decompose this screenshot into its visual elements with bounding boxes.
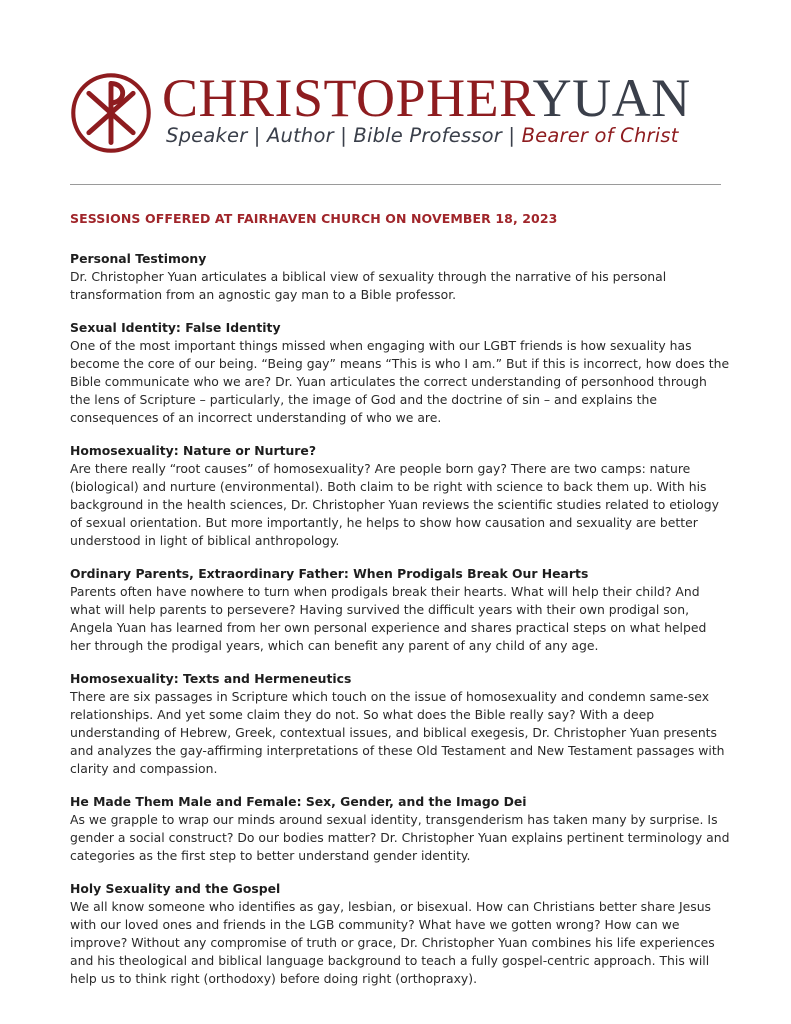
session-item — [70, 793, 730, 865]
session-description: Are there really “root causes” of homosexuality? Are people born gay? There are two camps: nature (biological) and nurture (environmental). Both claim to be right with science to back them up. With his background in the health sciences, Dr. Christopher Yuan reviews the scientific studies related to etiology of sexual orientation. But more importantly, he helps to show how causation and sexuality are better understood in light of biblical anthropology. — [70, 461, 719, 548]
chi-rho-icon — [70, 72, 152, 154]
session-title: Holy Sexuality and the Gospel — [70, 881, 281, 896]
tagline-roles: Speaker | Author | Bible Professor | — [166, 124, 522, 147]
page-heading: SESSIONS OFFERED AT FAIRHAVEN CHURCH ON NOVEMBER 18, 2023 — [70, 211, 558, 226]
session-item — [70, 250, 730, 304]
session-item — [70, 670, 730, 778]
session-description: There are six passages in Scripture which touch on the issue of homosexuality and condemn same-sex relationships. And yet some claim they do not. So what does the Bible really say? With a deep understanding of Hebrew, Greek, contextual issues, and biblical exegesis, Dr. Christopher Yuan presents and analyzes the gay-affirming interpretations of these Old Testament and New Testament passages with clarity and compassion. — [70, 689, 725, 776]
brand-last-name: YUAN — [532, 68, 691, 128]
tagline — [166, 124, 679, 147]
session-description: Dr. Christopher Yuan articulates a biblical view of sexuality through the narrative of his personal transformation from an agnostic gay man to a Bible professor. — [70, 269, 667, 302]
session-item — [70, 319, 730, 427]
session-title: Homosexuality: Nature or Nurture? — [70, 443, 317, 458]
tagline-accent: Bearer of Christ — [521, 124, 679, 147]
session-description: Parents often have nowhere to turn when prodigals break their hearts. What will help their child? And what will help parents to persevere? Having survived the difficult years with their own prodigal son, Angela Yuan has learned from her own personal experience and shares practical steps on what helped her through the prodigal years, which can benefit any parent of any child of any age. — [70, 584, 707, 653]
session-list — [70, 250, 730, 1003]
session-item — [70, 565, 730, 655]
brand-name — [162, 66, 691, 130]
session-item — [70, 880, 730, 988]
session-title: Homosexuality: Texts and Hermeneutics — [70, 671, 352, 686]
session-title: Ordinary Parents, Extraordinary Father: When Prodigals Break Our Hearts — [70, 566, 589, 581]
session-title: He Made Them Male and Female: Sex, Gender, and the Imago Dei — [70, 794, 527, 809]
session-description: We all know someone who identifies as gay, lesbian, or bisexual. How can Christians better share Jesus with our loved ones and friends in the LGB community? What have we gotten wrong? How can we improve? Without any compromise of truth or grace, Dr. Christopher Yuan combines his life experiences and his theological and biblical language background to teach a fully gospel-centric approach. This will help us to think right (orthodoxy) before doing right (orthopraxy). — [70, 899, 715, 986]
session-title: Personal Testimony — [70, 251, 207, 266]
letterhead — [70, 68, 730, 152]
header-divider — [70, 184, 721, 185]
session-item — [70, 442, 730, 550]
session-description: As we grapple to wrap our minds around sexual identity, transgenderism has taken many by surprise. Is gender a social construct? Do our bodies matter? Dr. Christopher Yuan explains pertinent terminology and categories as the first step to better understand gender identity. — [70, 812, 730, 863]
brand-first-name: CHRISTOPHER — [162, 68, 533, 128]
session-description: One of the most important things missed when engaging with our LGBT friends is how sexuality has become the core of our being. “Being gay” means “This is who I am.” But if this is incorrect, how does the Bible communicate who we are? Dr. Yuan articulates the correct understanding of personhood through the lens of Scripture – particularly, the image of God and the doctrine of sin – and explains the consequences of an incorrect understanding of who we are. — [70, 338, 730, 425]
session-title: Sexual Identity: False Identity — [70, 320, 281, 335]
